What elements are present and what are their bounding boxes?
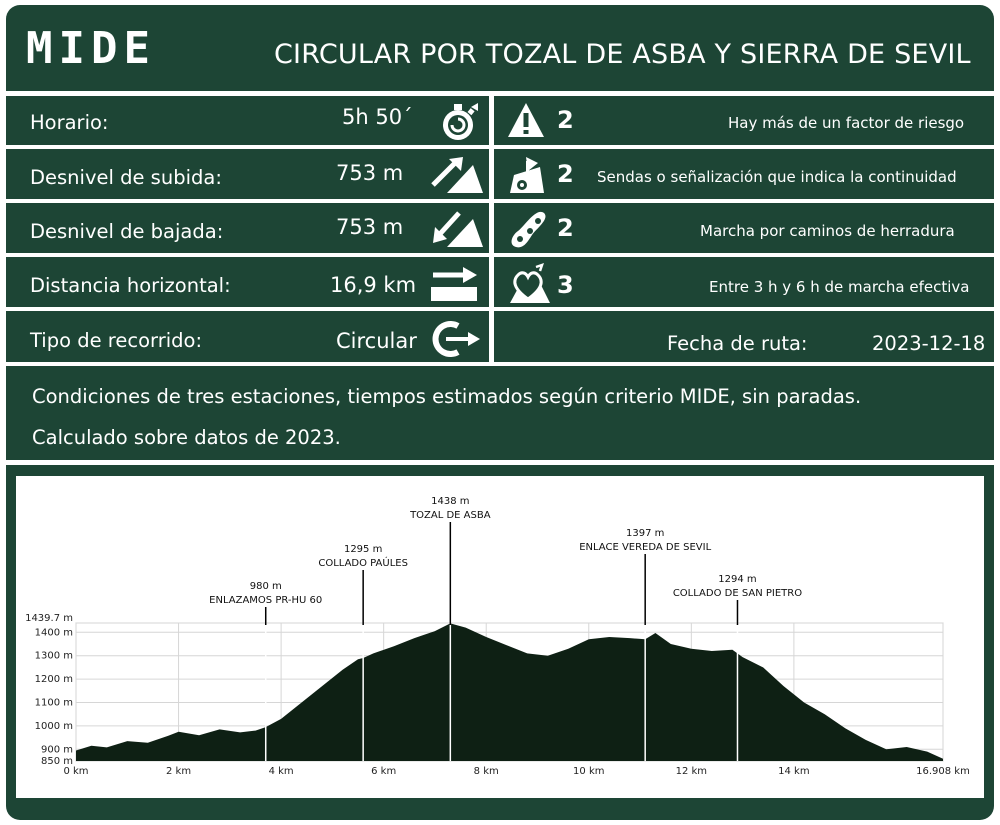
annotation-label: TOZAL DE ASBA <box>410 510 491 521</box>
x-tick-label: 4 km <box>268 766 294 777</box>
stat-label-time: Horario: <box>30 111 109 134</box>
elevation-profile-chart <box>16 476 984 798</box>
date-value: 2023-12-18 <box>872 332 986 355</box>
orientation-score: 2 <box>557 160 574 188</box>
route-title: CIRCULAR POR TOZAL DE ASBA Y SIERRA DE SEVIL <box>274 39 971 70</box>
stat-value-descent: 753 m <box>336 215 404 239</box>
stat-label-ascent: Desnivel de subida: <box>30 166 222 189</box>
y-tick-label: 1439.7 m <box>25 613 73 624</box>
x-tick-label: 12 km <box>675 766 708 777</box>
annotation-elevation: 1438 m <box>431 496 470 507</box>
heart-effort-icon <box>506 263 552 305</box>
y-tick-label: 1100 m <box>34 697 73 709</box>
x-tick-label: 2 km <box>166 766 192 777</box>
footprint-icon <box>506 209 550 251</box>
divider-row-5 <box>6 362 994 366</box>
annotation-label: COLLADO PAÚLES <box>318 558 408 569</box>
annotation-elevation: 980 m <box>249 581 282 592</box>
x-tick-label: 10 km <box>573 766 605 777</box>
warning-triangle-icon <box>506 101 546 139</box>
brand-text: MIDE <box>26 25 156 67</box>
stat-label-route-type: Tipo de recorrido: <box>30 329 203 352</box>
annotation-label: ENLAZAMOS PR-HU 60 <box>209 595 323 606</box>
stat-label-descent: Desnivel de bajada: <box>30 220 224 243</box>
annotation-label: COLLADO DE SAN PIETRO <box>672 588 803 599</box>
effort-score: 3 <box>557 271 574 299</box>
risk-score: 2 <box>557 106 574 134</box>
note-conditions: Condiciones de tres estaciones, tiempos estimados según criterio MIDE, sin paradas. <box>32 385 862 408</box>
stat-label-distance: Distancia horizontal: <box>30 274 231 297</box>
divider-header <box>6 91 994 96</box>
annotation-label: ENLACE VEREDA DE SEVIL <box>579 542 712 553</box>
x-tick-label: 0 km <box>63 766 89 777</box>
x-tick-label: 16.908 km <box>916 766 970 777</box>
mide-card <box>6 5 994 820</box>
note-calculated: Calculado sobre datos de 2023. <box>32 426 341 449</box>
elevation-profile-svg <box>16 476 984 798</box>
stat-value-ascent: 753 m <box>336 161 404 185</box>
y-tick-label: 1400 m <box>34 627 73 639</box>
y-tick-label: 850 m <box>40 756 73 767</box>
y-tick-label: 1300 m <box>34 650 73 662</box>
divider-vertical <box>489 91 494 366</box>
stat-value-distance: 16,9 km <box>330 273 417 297</box>
effort-description: Entre 3 h y 6 h de marcha efectiva <box>709 278 970 296</box>
annotation-elevation: 1294 m <box>718 574 757 585</box>
mide-logo-mark <box>26 25 196 67</box>
y-tick-label: 900 m <box>40 744 73 756</box>
annotation-elevation: 1295 m <box>343 544 383 555</box>
y-tick-label: 1000 m <box>34 720 73 732</box>
x-tick-label: 14 km <box>778 766 810 777</box>
x-tick-label: 6 km <box>371 766 397 777</box>
terrain-description: Marcha por caminos de herradura <box>700 222 955 240</box>
divider-notes <box>6 460 994 465</box>
divider-row-1 <box>6 145 994 149</box>
circular-route-icon <box>426 318 482 360</box>
x-tick-label: 8 km <box>473 766 499 777</box>
stat-value-route-type: Circular <box>336 329 417 353</box>
horizontal-distance-icon <box>429 265 479 303</box>
descent-arrow-icon <box>429 209 485 249</box>
y-tick-label: 1200 m <box>34 674 73 686</box>
date-label: Fecha de ruta: <box>667 332 808 355</box>
orientation-description: Sendas o señalización que indica la continuidad <box>597 168 957 186</box>
risk-description: Hay más de un factor de riesgo <box>728 114 965 132</box>
stopwatch-icon <box>438 101 482 143</box>
terrain-score: 2 <box>557 214 574 242</box>
mide-logo <box>26 25 196 71</box>
divider-row-2 <box>6 199 994 203</box>
annotation-elevation: 1397 m <box>625 528 665 539</box>
ascent-arrow-icon <box>429 155 485 195</box>
divider-row-3 <box>6 253 994 257</box>
stat-value-time: 5h 50´ <box>342 105 413 129</box>
divider-row-4 <box>6 307 994 311</box>
signpost-icon <box>506 155 548 195</box>
